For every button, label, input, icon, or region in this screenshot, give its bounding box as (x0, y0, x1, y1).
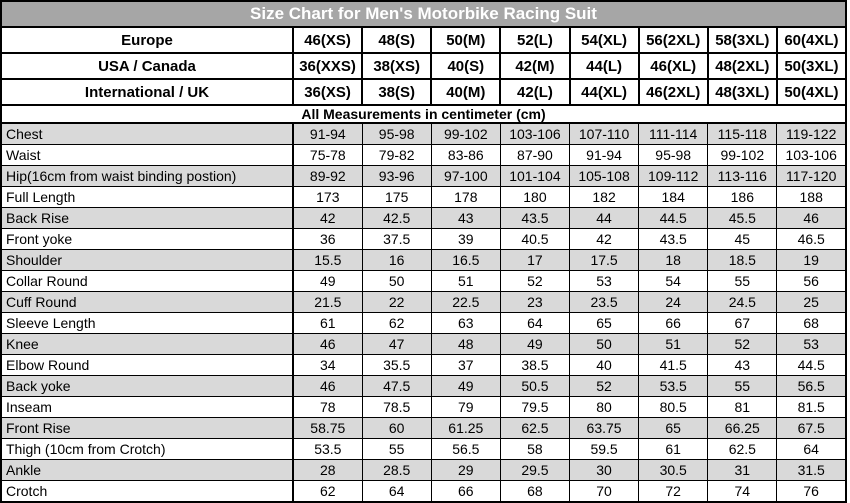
measurement-value-cell: 64 (362, 481, 431, 503)
measurement-value-cell: 184 (639, 187, 708, 208)
measurement-value-cell: 52 (708, 334, 777, 355)
measurement-value-cell: 65 (570, 313, 639, 334)
measurement-value-cell: 44 (570, 208, 639, 229)
measurement-label: Chest (1, 123, 293, 145)
size-system-row (1, 27, 846, 53)
measurement-value-cell: 78 (293, 397, 362, 418)
measurement-value-cell: 43.5 (500, 208, 569, 229)
measurement-value-cell: 68 (500, 481, 569, 503)
measurement-label: Crotch (1, 481, 293, 503)
measurement-row (1, 355, 846, 376)
measurement-value-cell: 39 (431, 229, 500, 250)
size-cell: 48(S) (362, 27, 431, 53)
measurement-value-cell: 79 (431, 397, 500, 418)
measurement-value-cell: 15.5 (293, 250, 362, 271)
measurement-value-cell: 91-94 (570, 145, 639, 166)
measurement-value-cell: 35.5 (362, 355, 431, 376)
measurement-value-cell: 16.5 (431, 250, 500, 271)
measurement-value-cell: 109-112 (639, 166, 708, 187)
measurement-value-cell: 46 (293, 376, 362, 397)
measurement-row (1, 481, 846, 503)
measurement-value-cell: 99-102 (708, 145, 777, 166)
measurement-row (1, 123, 846, 145)
measurement-value-cell: 105-108 (570, 166, 639, 187)
size-cell: 36(XXS) (293, 53, 362, 79)
measurement-value-cell: 115-118 (708, 123, 777, 145)
size-system-row (1, 53, 846, 79)
measurement-value-cell: 40 (570, 355, 639, 376)
measurement-label: Sleeve Length (1, 313, 293, 334)
measurement-value-cell: 62.5 (500, 418, 569, 439)
measurement-value-cell: 70 (570, 481, 639, 503)
measurement-value-cell: 53 (570, 271, 639, 292)
measurement-value-cell: 103-106 (777, 145, 846, 166)
size-system-label: USA / Canada (1, 53, 293, 79)
measurement-value-cell: 43 (708, 355, 777, 376)
measurement-row (1, 271, 846, 292)
measurement-row (1, 418, 846, 439)
size-cell: 54(XL) (570, 27, 639, 53)
measurement-value-cell: 23.5 (570, 292, 639, 313)
measurement-value-cell: 53.5 (639, 376, 708, 397)
measurement-value-cell: 49 (431, 376, 500, 397)
measurement-value-cell: 30.5 (639, 460, 708, 481)
measurement-label: Collar Round (1, 271, 293, 292)
measurement-value-cell: 60 (362, 418, 431, 439)
measurement-row (1, 292, 846, 313)
measurement-value-cell: 117-120 (777, 166, 846, 187)
measurement-value-cell: 44.5 (639, 208, 708, 229)
size-system-label: Europe (1, 27, 293, 53)
size-cell: 50(4XL) (777, 79, 846, 105)
measurement-value-cell: 178 (431, 187, 500, 208)
measurement-value-cell: 53.5 (293, 439, 362, 460)
measurement-label: Front Rise (1, 418, 293, 439)
measurement-label: Back yoke (1, 376, 293, 397)
measurement-value-cell: 76 (777, 481, 846, 503)
measurement-row (1, 376, 846, 397)
units-note: All Measurements in centimeter (cm) (1, 105, 846, 123)
measurement-value-cell: 51 (639, 334, 708, 355)
measurement-value-cell: 30 (570, 460, 639, 481)
measurement-label: Shoulder (1, 250, 293, 271)
measurement-value-cell: 34 (293, 355, 362, 376)
size-cell: 40(M) (431, 79, 500, 105)
measurement-value-cell: 45.5 (708, 208, 777, 229)
size-system-row (1, 79, 846, 105)
measurement-value-cell: 66 (431, 481, 500, 503)
measurement-value-cell: 41.5 (639, 355, 708, 376)
measurement-value-cell: 97-100 (431, 166, 500, 187)
measurement-value-cell: 186 (708, 187, 777, 208)
measurement-value-cell: 49 (500, 334, 569, 355)
measurement-value-cell: 66.25 (708, 418, 777, 439)
measurement-value-cell: 81.5 (777, 397, 846, 418)
measurement-value-cell: 62 (362, 313, 431, 334)
measurement-value-cell: 63 (431, 313, 500, 334)
title-row (1, 1, 846, 27)
measurement-value-cell: 80.5 (639, 397, 708, 418)
measurement-value-cell: 67.5 (777, 418, 846, 439)
measurement-value-cell: 47 (362, 334, 431, 355)
measurement-value-cell: 175 (362, 187, 431, 208)
measurement-value-cell: 22.5 (431, 292, 500, 313)
measurement-value-cell: 80 (570, 397, 639, 418)
size-systems-section (1, 27, 846, 105)
measurement-value-cell: 83-86 (431, 145, 500, 166)
measurement-value-cell: 19 (777, 250, 846, 271)
measurement-value-cell: 180 (500, 187, 569, 208)
measurement-value-cell: 79.5 (500, 397, 569, 418)
size-system-label: International / UK (1, 79, 293, 105)
measurement-value-cell: 44.5 (777, 355, 846, 376)
measurement-value-cell: 50 (362, 271, 431, 292)
measurement-value-cell: 79-82 (362, 145, 431, 166)
measurement-value-cell: 72 (639, 481, 708, 503)
measurement-value-cell: 74 (708, 481, 777, 503)
measurement-row (1, 334, 846, 355)
measurement-value-cell: 59.5 (570, 439, 639, 460)
measurement-row (1, 187, 846, 208)
size-cell: 40(S) (431, 53, 500, 79)
measurement-value-cell: 55 (708, 271, 777, 292)
measurement-row (1, 145, 846, 166)
size-cell: 36(XS) (293, 79, 362, 105)
measurement-value-cell: 28.5 (362, 460, 431, 481)
measurement-value-cell: 21.5 (293, 292, 362, 313)
measurement-value-cell: 111-114 (639, 123, 708, 145)
size-cell: 50(3XL) (777, 53, 846, 79)
measurement-value-cell: 31 (708, 460, 777, 481)
measurement-value-cell: 93-96 (362, 166, 431, 187)
measurement-value-cell: 17.5 (570, 250, 639, 271)
size-cell: 38(XS) (362, 53, 431, 79)
measurement-value-cell: 89-92 (293, 166, 362, 187)
size-cell: 50(M) (431, 27, 500, 53)
measurement-row (1, 313, 846, 334)
measurement-value-cell: 28 (293, 460, 362, 481)
measurement-label: Knee (1, 334, 293, 355)
measurement-value-cell: 78.5 (362, 397, 431, 418)
size-cell: 46(XL) (639, 53, 708, 79)
measurement-row (1, 208, 846, 229)
measurement-label: Back Rise (1, 208, 293, 229)
measurement-row (1, 166, 846, 187)
size-cell: 48(2XL) (708, 53, 777, 79)
measurement-value-cell: 53 (777, 334, 846, 355)
measurement-row (1, 439, 846, 460)
measurement-value-cell: 24 (639, 292, 708, 313)
measurement-value-cell: 47.5 (362, 376, 431, 397)
measurement-value-cell: 42 (570, 229, 639, 250)
measurement-label: Hip(16cm from waist binding postion) (1, 166, 293, 187)
measurement-value-cell: 42.5 (362, 208, 431, 229)
measurement-value-cell: 43.5 (639, 229, 708, 250)
measurement-value-cell: 188 (777, 187, 846, 208)
measurement-value-cell: 18.5 (708, 250, 777, 271)
measurement-value-cell: 62 (293, 481, 362, 503)
measurement-value-cell: 87-90 (500, 145, 569, 166)
measurement-value-cell: 23 (500, 292, 569, 313)
measurement-value-cell: 37 (431, 355, 500, 376)
measurement-value-cell: 48 (431, 334, 500, 355)
measurements-section (1, 123, 846, 502)
measurement-value-cell: 40.5 (500, 229, 569, 250)
measurement-value-cell: 37.5 (362, 229, 431, 250)
measurement-value-cell: 61.25 (431, 418, 500, 439)
measurement-row (1, 397, 846, 418)
measurement-label: Elbow Round (1, 355, 293, 376)
measurement-value-cell: 38.5 (500, 355, 569, 376)
measurement-value-cell: 55 (708, 376, 777, 397)
measurement-value-cell: 61 (639, 439, 708, 460)
measurement-row (1, 250, 846, 271)
measurement-value-cell: 65 (639, 418, 708, 439)
measurement-value-cell: 52 (500, 271, 569, 292)
size-cell: 60(4XL) (777, 27, 846, 53)
measurement-value-cell: 17 (500, 250, 569, 271)
measurement-value-cell: 58 (500, 439, 569, 460)
measurement-value-cell: 51 (431, 271, 500, 292)
measurement-value-cell: 46 (777, 208, 846, 229)
measurement-value-cell: 56.5 (431, 439, 500, 460)
measurement-value-cell: 25 (777, 292, 846, 313)
measurement-value-cell: 50 (570, 334, 639, 355)
measurement-value-cell: 46.5 (777, 229, 846, 250)
measurement-value-cell: 52 (570, 376, 639, 397)
measurement-label: Ankle (1, 460, 293, 481)
measurement-value-cell: 49 (293, 271, 362, 292)
measurement-value-cell: 56.5 (777, 376, 846, 397)
measurement-value-cell: 113-116 (708, 166, 777, 187)
measurement-value-cell: 42 (293, 208, 362, 229)
measurement-value-cell: 55 (362, 439, 431, 460)
measurement-value-cell: 43 (431, 208, 500, 229)
size-cell: 44(XL) (570, 79, 639, 105)
size-cell: 46(XS) (293, 27, 362, 53)
measurement-value-cell: 54 (639, 271, 708, 292)
size-cell: 44(L) (570, 53, 639, 79)
measurement-value-cell: 64 (500, 313, 569, 334)
size-cell: 48(3XL) (708, 79, 777, 105)
measurement-value-cell: 58.75 (293, 418, 362, 439)
measurement-label: Front yoke (1, 229, 293, 250)
measurement-label: Full Length (1, 187, 293, 208)
size-cell: 58(3XL) (708, 27, 777, 53)
measurement-row (1, 229, 846, 250)
measurement-value-cell: 103-106 (500, 123, 569, 145)
size-cell: 42(L) (500, 79, 569, 105)
chart-title: Size Chart for Men's Motorbike Racing Suit (1, 1, 846, 27)
measurement-value-cell: 62.5 (708, 439, 777, 460)
measurement-value-cell: 81 (708, 397, 777, 418)
measurement-value-cell: 16 (362, 250, 431, 271)
measurement-value-cell: 173 (293, 187, 362, 208)
measurement-value-cell: 45 (708, 229, 777, 250)
measurement-value-cell: 119-122 (777, 123, 846, 145)
measurement-value-cell: 75-78 (293, 145, 362, 166)
measurement-value-cell: 46 (293, 334, 362, 355)
measurement-label: Inseam (1, 397, 293, 418)
measurement-label: Waist (1, 145, 293, 166)
measurement-value-cell: 50.5 (500, 376, 569, 397)
size-cell: 38(S) (362, 79, 431, 105)
measurement-value-cell: 22 (362, 292, 431, 313)
size-cell: 56(2XL) (639, 27, 708, 53)
units-note-row (1, 105, 846, 123)
measurement-value-cell: 91-94 (293, 123, 362, 145)
measurement-value-cell: 29 (431, 460, 500, 481)
measurement-value-cell: 36 (293, 229, 362, 250)
measurement-value-cell: 56 (777, 271, 846, 292)
size-cell: 46(2XL) (639, 79, 708, 105)
measurement-value-cell: 31.5 (777, 460, 846, 481)
measurement-value-cell: 95-98 (639, 145, 708, 166)
size-cell: 42(M) (500, 53, 569, 79)
measurement-value-cell: 61 (293, 313, 362, 334)
measurement-value-cell: 63.75 (570, 418, 639, 439)
measurement-value-cell: 64 (777, 439, 846, 460)
size-cell: 52(L) (500, 27, 569, 53)
measurement-row (1, 460, 846, 481)
measurement-value-cell: 24.5 (708, 292, 777, 313)
measurement-value-cell: 182 (570, 187, 639, 208)
measurement-label: Thigh (10cm from Crotch) (1, 439, 293, 460)
measurement-value-cell: 95-98 (362, 123, 431, 145)
measurement-value-cell: 99-102 (431, 123, 500, 145)
measurement-value-cell: 67 (708, 313, 777, 334)
measurement-value-cell: 18 (639, 250, 708, 271)
measurement-value-cell: 101-104 (500, 166, 569, 187)
measurement-value-cell: 66 (639, 313, 708, 334)
measurement-value-cell: 29.5 (500, 460, 569, 481)
measurement-value-cell: 68 (777, 313, 846, 334)
measurement-value-cell: 107-110 (570, 123, 639, 145)
measurement-label: Cuff Round (1, 292, 293, 313)
